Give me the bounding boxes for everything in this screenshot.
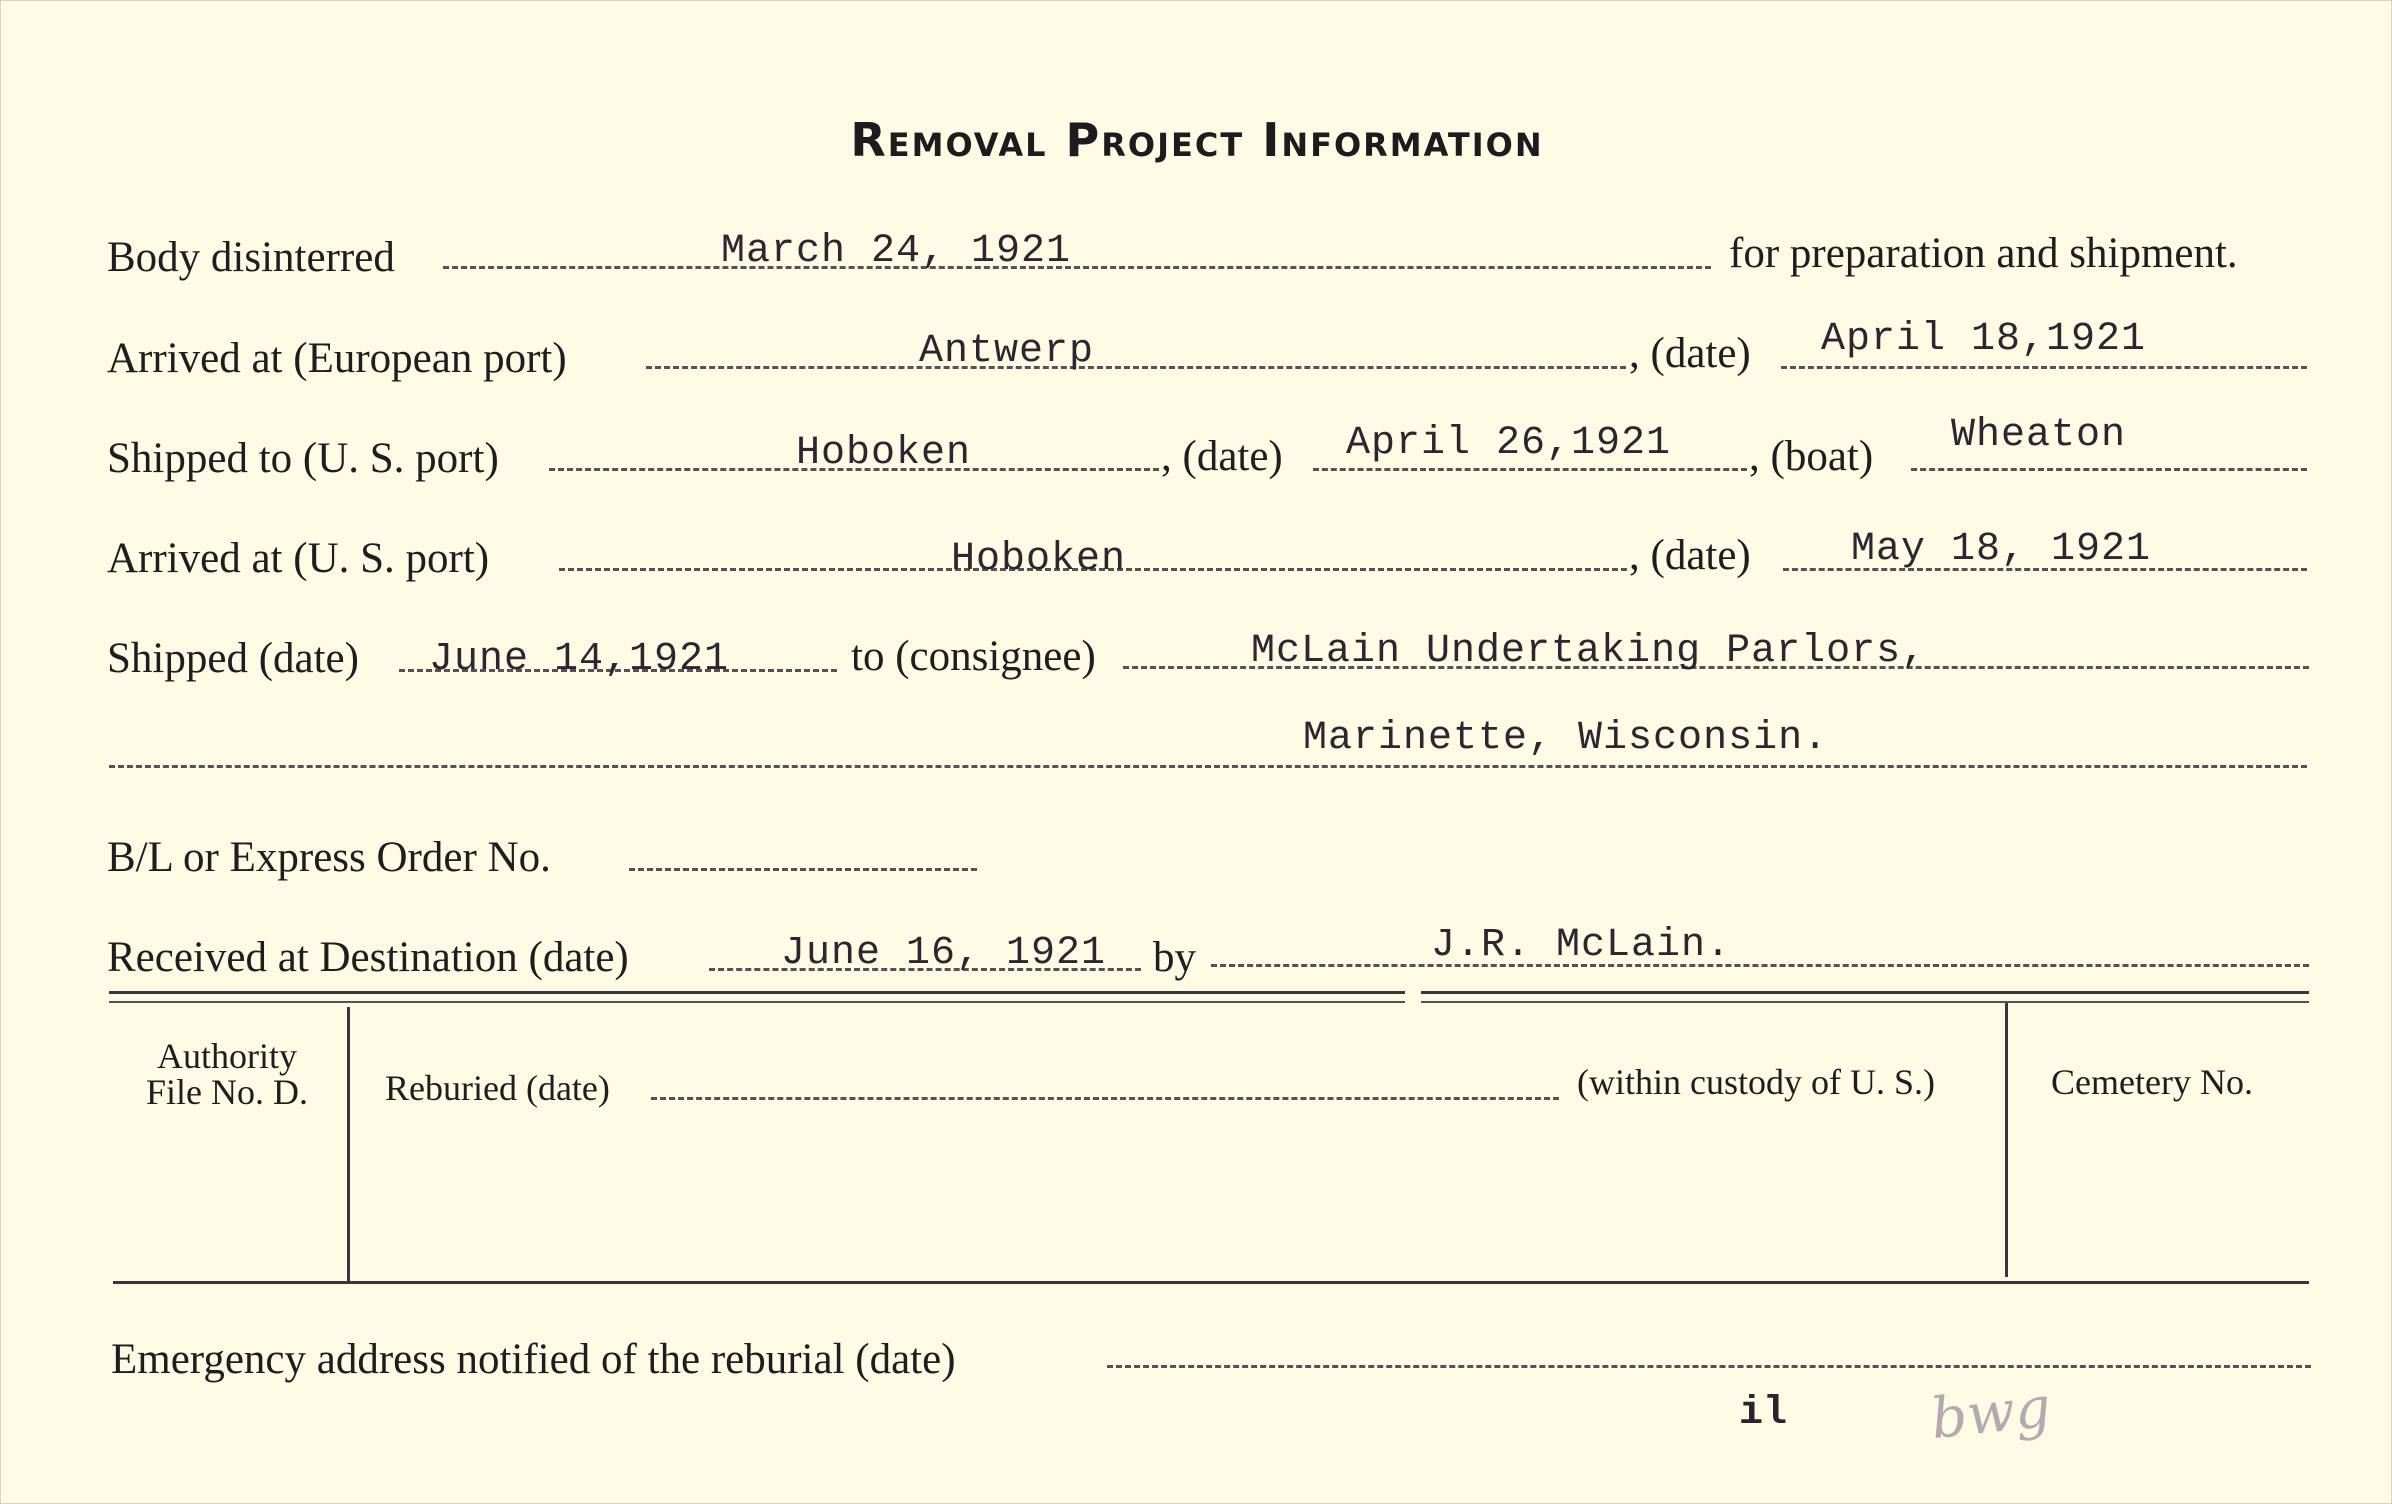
- label-within-custody: (within custody of U. S.): [1577, 1062, 1935, 1102]
- label-for-preparation: for preparation and shipment.: [1729, 230, 2238, 277]
- box-divider-left: [347, 1007, 350, 1283]
- value-us-arrival-date: May 18, 1921: [1851, 527, 2152, 572]
- dotted-line-boat: [1911, 468, 2307, 471]
- label-reburied-date: Reburied (date): [385, 1068, 610, 1108]
- value-consignee-line1: McLain Undertaking Parlors,: [1251, 629, 1927, 674]
- value-european-arrival-date: April 18,1921: [1821, 317, 2147, 362]
- label-received-by: by: [1153, 934, 1196, 981]
- label-us-shipped-date: , (date): [1161, 433, 1283, 480]
- box-top-rule-right: [1421, 991, 2309, 994]
- dotted-line-european-port: [646, 366, 1626, 369]
- value-us-shipped-date: April 26,1921: [1346, 421, 1672, 466]
- value-shipped-date: June 14,1921: [429, 637, 730, 682]
- label-boat: , (boat): [1749, 433, 1874, 480]
- label-cemetery-no: Cemetery No.: [2051, 1062, 2253, 1102]
- value-european-port: Antwerp: [919, 329, 1095, 374]
- dotted-line-reburied: [651, 1097, 1559, 1100]
- box-bottom-rule: [113, 1281, 2309, 1284]
- label-arrived-european: Arrived at (European port): [107, 335, 567, 382]
- label-received-destination: Received at Destination (date): [107, 934, 629, 981]
- label-body-disinterred: Body disinterred: [107, 234, 395, 281]
- dotted-line-bl-order: [629, 868, 977, 871]
- box-divider-right: [2005, 1003, 2008, 1277]
- form-title: Removal Project Information: [850, 113, 1544, 167]
- typist-initials: il: [1739, 1391, 1788, 1436]
- dotted-line-european-date: [1781, 366, 2307, 369]
- label-authority-file-no: File No. D.: [146, 1072, 308, 1112]
- label-european-date: , (date): [1629, 330, 1751, 377]
- box-top-rule-left: [109, 991, 1405, 994]
- value-us-port-shipped: Hoboken: [796, 431, 972, 476]
- label-shipped-date: Shipped (date): [107, 635, 359, 682]
- label-to-consignee: to (consignee): [851, 633, 1096, 680]
- dotted-line-received-by: [1211, 964, 2309, 967]
- box-top-rule-left-inner: [109, 1001, 1405, 1003]
- pencil-initials: bwg: [1927, 1374, 2054, 1453]
- value-received-by: J.R. McLain.: [1431, 923, 1732, 968]
- dotted-line-consignee-continued: [109, 765, 2307, 768]
- value-consignee-line2: Marinette, Wisconsin.: [1303, 716, 1829, 761]
- label-authority: Authority: [157, 1036, 297, 1076]
- dotted-line-disinterred: [443, 266, 1711, 269]
- value-received-date: June 16, 1921: [781, 931, 1107, 976]
- value-disinterred-date: March 24, 1921: [721, 229, 1072, 274]
- value-boat: Wheaton: [1951, 413, 2127, 458]
- label-us-arrival-date: , (date): [1629, 532, 1751, 579]
- value-us-port-arrived: Hoboken: [951, 537, 1127, 582]
- label-arrived-us: Arrived at (U. S. port): [107, 535, 490, 582]
- label-emergency-address: Emergency address notified of the reburial (date): [111, 1336, 956, 1383]
- label-bl-order: B/L or Express Order No.: [107, 834, 551, 881]
- dotted-line-emergency: [1107, 1365, 2311, 1368]
- label-shipped-to-us: Shipped to (U. S. port): [107, 435, 499, 482]
- box-top-rule-right-inner: [1421, 1001, 2309, 1003]
- dotted-line-us-shipped-date: [1313, 468, 1747, 471]
